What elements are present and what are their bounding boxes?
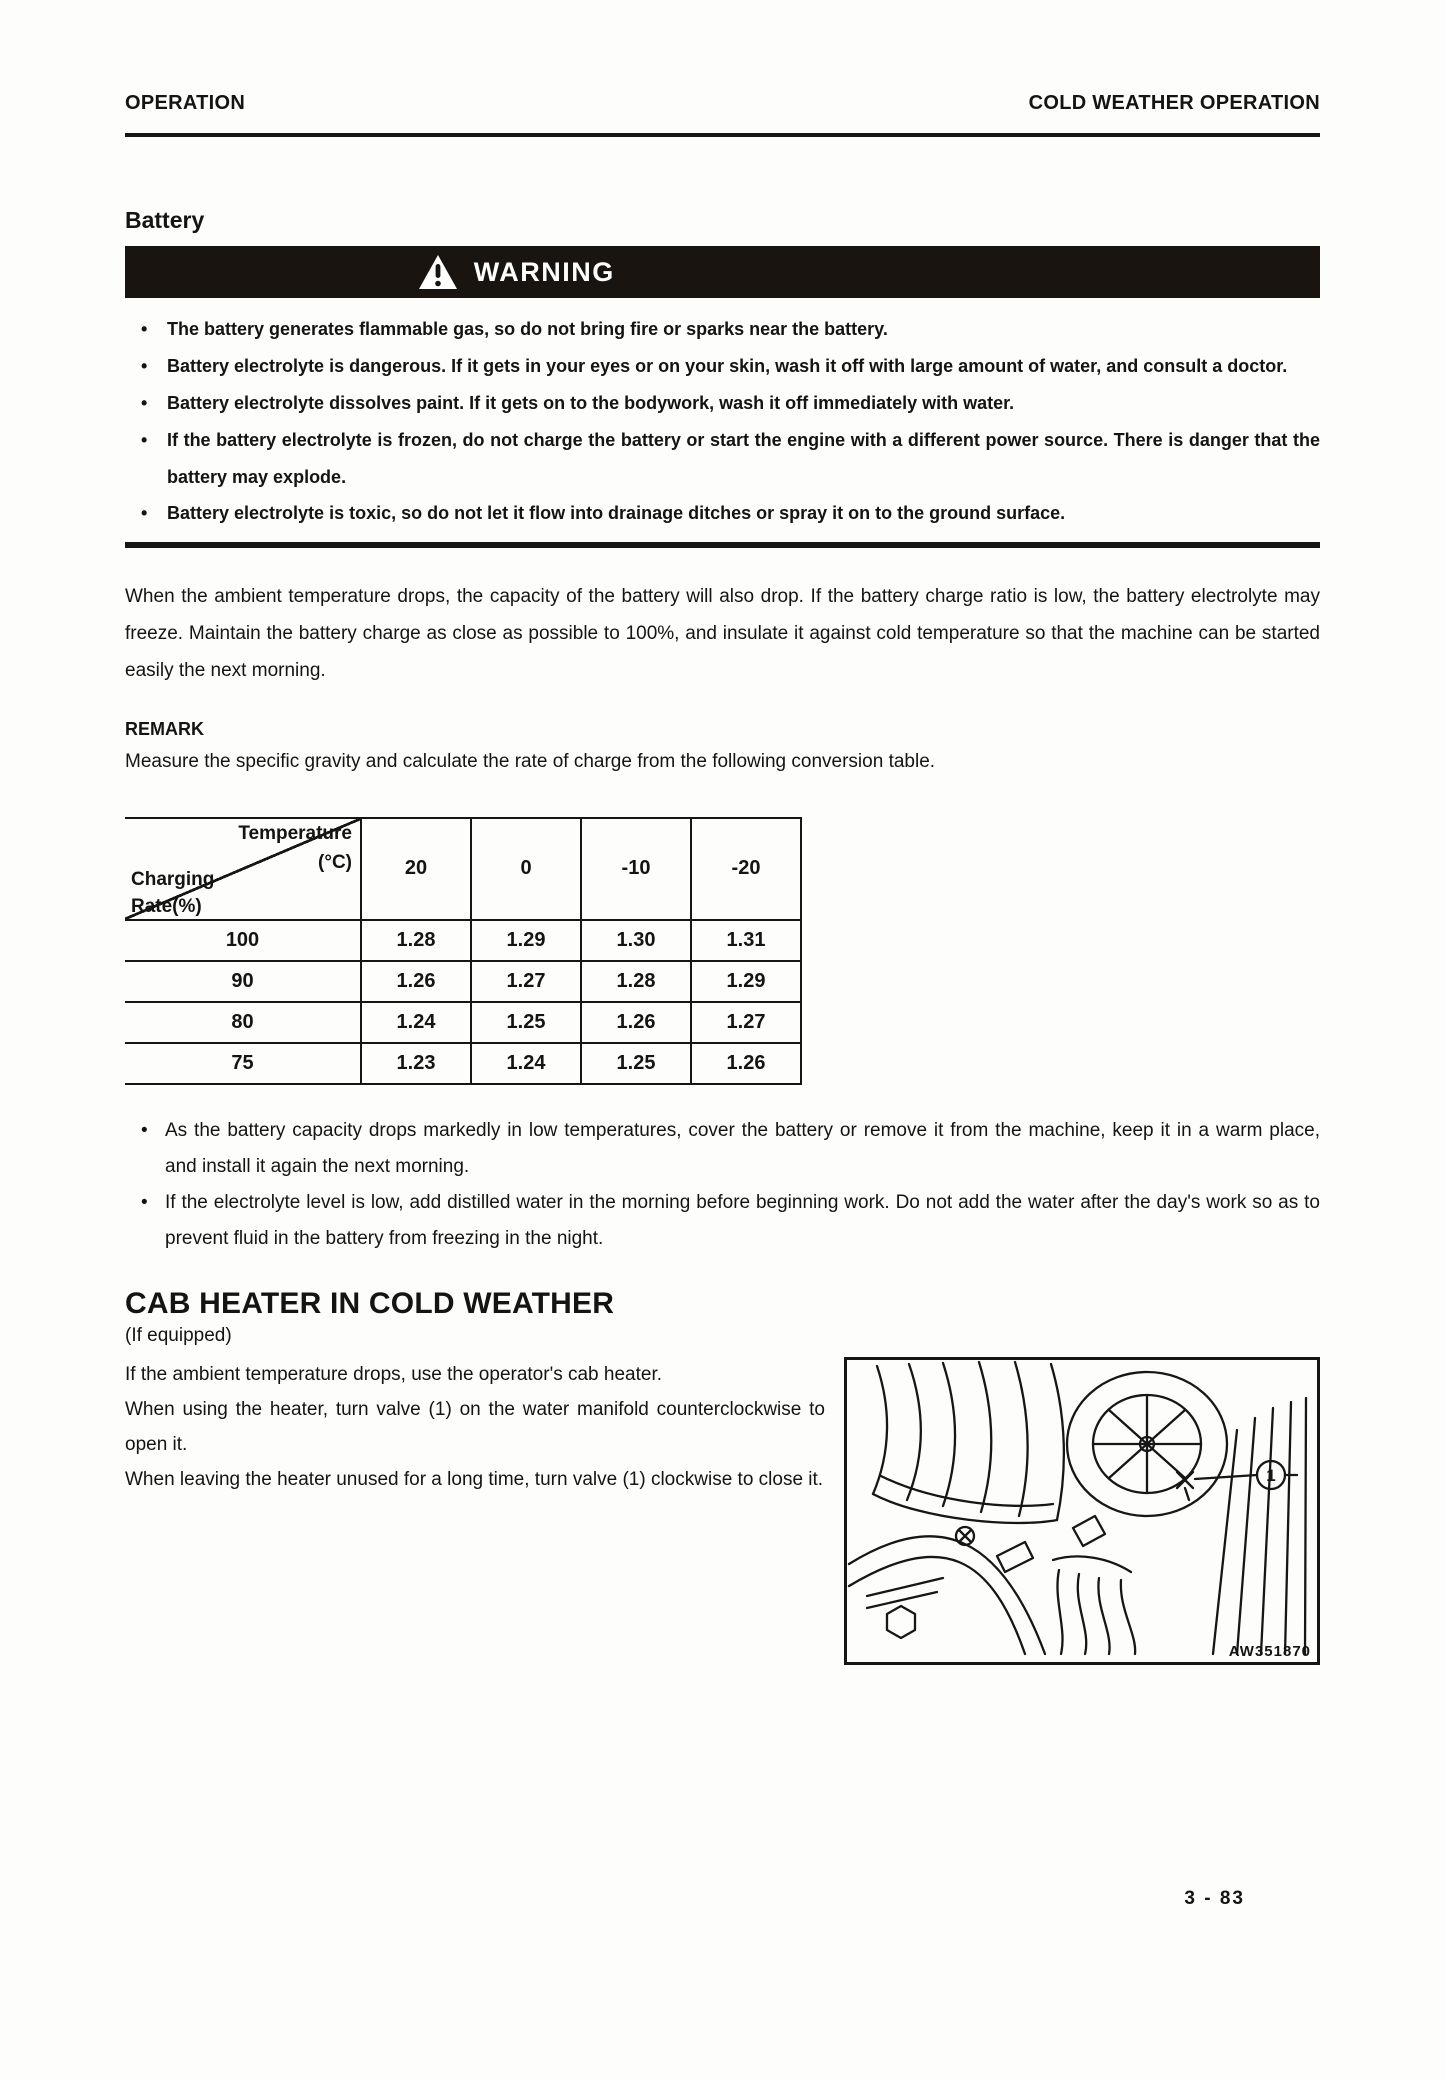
value-cell: 1.29 <box>471 920 581 961</box>
cab-heater-content <box>125 1357 1320 1665</box>
value-cell: 1.28 <box>361 920 471 961</box>
value-cell: 1.26 <box>691 1043 801 1084</box>
table-col-header: -10 <box>581 818 691 920</box>
note-item: • If the electrolyte level is low, add distilled water in the morning before beginning work. Do not add the water after the day's work so as to prevent fluid in the battery from freezing in the night. <box>125 1185 1320 1257</box>
fan-shroud <box>873 1362 1064 1523</box>
table-col-header: 20 <box>361 818 471 920</box>
table-header-row <box>125 818 801 920</box>
warning-triangle-icon <box>418 254 458 290</box>
header-left-title: OPERATION <box>125 92 246 114</box>
corner-unit-label: (°C) <box>318 851 352 873</box>
remark-label: REMARK <box>125 719 204 740</box>
warning-item: • The battery generates flammable gas, so do not bring fire or sparks near the battery. <box>125 311 1320 348</box>
warning-section-divider <box>125 542 1320 548</box>
engine-parts <box>867 1516 1105 1638</box>
cab-heater-paragraph: When using the heater, turn valve (1) on the water manifold counterclockwise to open it. <box>125 1399 825 1456</box>
note-item: • As the battery capacity drops markedly in low temperatures, cover the battery or remove it from the machine, keep it in a warm place, and install it again the next morning. <box>125 1113 1320 1185</box>
remark-text: Measure the specific gravity and calculate the rate of charge from the following conversion table. <box>125 751 936 773</box>
cab-heater-paragraph: When leaving the heater unused for a long time, turn valve (1) clockwise to close it. <box>125 1469 824 1491</box>
cab-heater-text-column <box>125 1357 825 1665</box>
engine-figure <box>844 1357 1320 1665</box>
corner-rate-label: Rate(%) <box>131 895 202 917</box>
value-cell: 1.24 <box>471 1043 581 1084</box>
battery-intro-paragraph: When the ambient temperature drops, the capacity of the battery will also drop. If the battery charge ratio is low, the battery electrolyte may freeze. Maintain the battery charge as close as possible to 100%, and insulate it against cold temperature so that the machine can be started easily the next morning. <box>125 586 1320 682</box>
warning-label: WARNING <box>473 256 615 287</box>
value-cell: 1.23 <box>361 1043 471 1084</box>
value-cell: 1.26 <box>361 961 471 1002</box>
table-row <box>125 961 801 1002</box>
warning-item: • Battery electrolyte dissolves paint. If it gets on to the bodywork, wash it off immediately with water. <box>125 385 1320 422</box>
value-cell: 1.30 <box>581 920 691 961</box>
header-rule <box>125 133 1320 137</box>
table-row <box>125 1002 801 1043</box>
callout-leader <box>1195 1461 1297 1489</box>
warning-group <box>418 254 615 290</box>
fan-wheel <box>1067 1372 1227 1516</box>
warning-banner <box>125 246 1320 298</box>
value-cell: 1.28 <box>581 961 691 1002</box>
engine-illustration <box>847 1360 1311 1656</box>
value-cell: 1.27 <box>471 961 581 1002</box>
value-cell: 1.25 <box>581 1043 691 1084</box>
warning-item: • Battery electrolyte is toxic, so do not let it flow into drainage ditches or spray it on to the ground surface. <box>125 495 1320 532</box>
table-row <box>125 1043 801 1084</box>
rate-cell: 100 <box>125 920 361 961</box>
corner-temperature-label: Temperature <box>238 822 352 844</box>
page-header <box>125 92 1320 115</box>
cab-heater-paragraph: If the ambient temperature drops, use the operator's cab heater. <box>125 1363 663 1385</box>
table-row <box>125 920 801 961</box>
value-cell: 1.29 <box>691 961 801 1002</box>
hoses <box>849 1536 1135 1654</box>
page-number: 3 - 83 <box>1184 1888 1245 1909</box>
corner-charging-label: Charging <box>131 868 215 890</box>
value-cell: 1.24 <box>361 1002 471 1043</box>
warning-item: • If the battery electrolyte is frozen, do not charge the battery or start the engine with a different power source. There is danger that the battery may explode. <box>125 422 1320 496</box>
battery-notes-list <box>125 1113 1320 1257</box>
value-cell: 1.31 <box>691 920 801 961</box>
section-title-battery: Battery <box>125 207 205 233</box>
table-corner-cell <box>125 818 361 920</box>
rate-cell: 90 <box>125 961 361 1002</box>
charge-conversion-table <box>125 817 802 1085</box>
table-col-header: 0 <box>471 818 581 920</box>
value-cell: 1.26 <box>581 1002 691 1043</box>
rate-cell: 80 <box>125 1002 361 1043</box>
rate-cell: 75 <box>125 1043 361 1084</box>
cab-heater-title: CAB HEATER IN COLD WEATHER <box>125 1286 615 1320</box>
value-cell: 1.25 <box>471 1002 581 1043</box>
cab-heater-subtitle: (If equipped) <box>125 1324 232 1346</box>
warning-item: • Battery electrolyte is dangerous. If it gets in your eyes or on your skin, wash it off with large amount of water, and consult a doctor. <box>125 348 1320 385</box>
warning-list <box>125 311 1320 532</box>
value-cell: 1.27 <box>691 1002 801 1043</box>
valve-mark <box>1177 1472 1193 1500</box>
callout-number: 1 <box>1266 1465 1276 1485</box>
table-col-header: -20 <box>691 818 801 920</box>
header-right-title: COLD WEATHER OPERATION <box>1028 92 1320 114</box>
figure-code: AW351870 <box>1228 1642 1311 1660</box>
